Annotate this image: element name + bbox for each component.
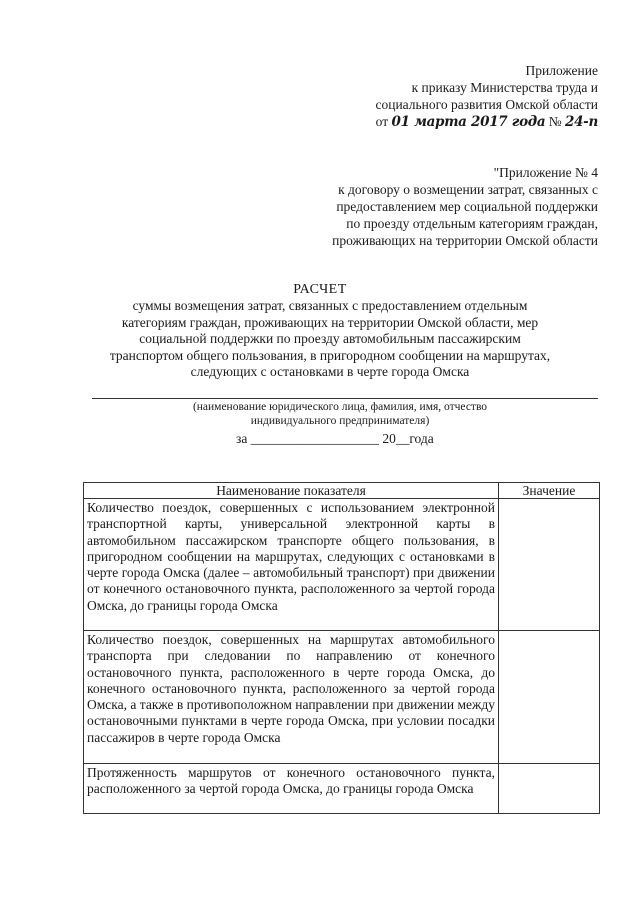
order-header-line2: к приказу Министерства труда и: [411, 80, 598, 95]
subtitle-line1: суммы возмещения затрат, связанных с предоставлением отдельным: [132, 298, 528, 313]
appendix-line1: "Приложение № 4: [493, 165, 598, 180]
reporting-period: [236, 431, 434, 447]
indicator-name: Протяженность маршрутов от конечного остановочного пункта, расположенного за чертой города Омска, до границы города Омска: [84, 764, 499, 814]
indicator-name: Количество поездок, совершенных на маршрутах автомобильного транспорта при следовании по направлению от конечного остановочного пункта, расположенного в черте города Омска, до конечного остановочного пункта, расположенного за чертой города Омска, а также в противоположном направлении при движении между остановочными пунктами в черте города Омска, при условии посадки пассажиров в черте города Омска: [84, 631, 499, 764]
appendix-line5: проживающих на территории Омской области: [332, 233, 598, 248]
indicators-table: [83, 482, 600, 814]
appendix-header: [332, 164, 598, 249]
document-title: РАСЧЕТ: [293, 282, 347, 297]
subtitle-line3: социальной поддержки по проезду автомобильным пассажирским: [139, 331, 521, 346]
order-date-number: [375, 113, 598, 131]
name-caption: [150, 400, 530, 428]
column-header-indicator: Наименование показателя: [84, 483, 499, 499]
subtitle-line5: следующих с остановками в черте города Омска: [190, 364, 470, 379]
order-header-line1: Приложение: [525, 63, 598, 78]
period-blank: ___________________: [250, 431, 379, 446]
order-number-label: №: [548, 114, 562, 129]
appendix-line4: по проезду отдельным категориям граждан,: [346, 216, 598, 231]
caption-line1: (наименование юридического лица, фамилия, имя, отчество: [192, 401, 488, 413]
subtitle-line2: категориям граждан, проживающих на территории Омской области, мер: [121, 314, 539, 330]
order-date-handwritten: 01 марта 2017 года: [391, 114, 546, 130]
indicator-value: [499, 764, 600, 814]
period-year: 20__года: [382, 431, 434, 446]
column-header-value: Значение: [499, 483, 600, 499]
table-row: [84, 631, 600, 764]
indicator-value: [499, 631, 600, 764]
order-number-handwritten: 24-п: [564, 114, 598, 130]
caption-line2: индивидуального предпринимателя): [250, 415, 430, 427]
period-prefix: за: [236, 431, 248, 446]
indicator-name: Количество поездок, совершенных с использованием электронной транспортной карты, универсальной электронной карты в автомобильном пассажирском транспорте общего пользования, в пригородном сообщении на маршрутах, следующих с остановками в черте города Омска (далее – автомобильный транспорт) при движении от конечного остановочного пункта, расположенного за чертой города Омска, до границы города Омска: [84, 499, 499, 631]
indicator-value: [499, 499, 600, 631]
document-subtitle: [80, 298, 580, 381]
appendix-line2: к договору о возмещении затрат, связанных с: [338, 182, 598, 197]
name-fill-line: [92, 398, 598, 399]
table-row: [84, 499, 600, 631]
subtitle-line4: транспортом общего пользования, в пригородном сообщении на маршрутах,: [109, 347, 551, 363]
order-header: [375, 62, 598, 131]
order-date-prefix: от: [375, 114, 389, 129]
order-header-line3: социального развития Омской области: [375, 97, 598, 112]
appendix-line3: предоставлением мер социальной поддержки: [336, 199, 598, 214]
table-header-row: [84, 483, 600, 499]
table-row: [84, 764, 600, 814]
